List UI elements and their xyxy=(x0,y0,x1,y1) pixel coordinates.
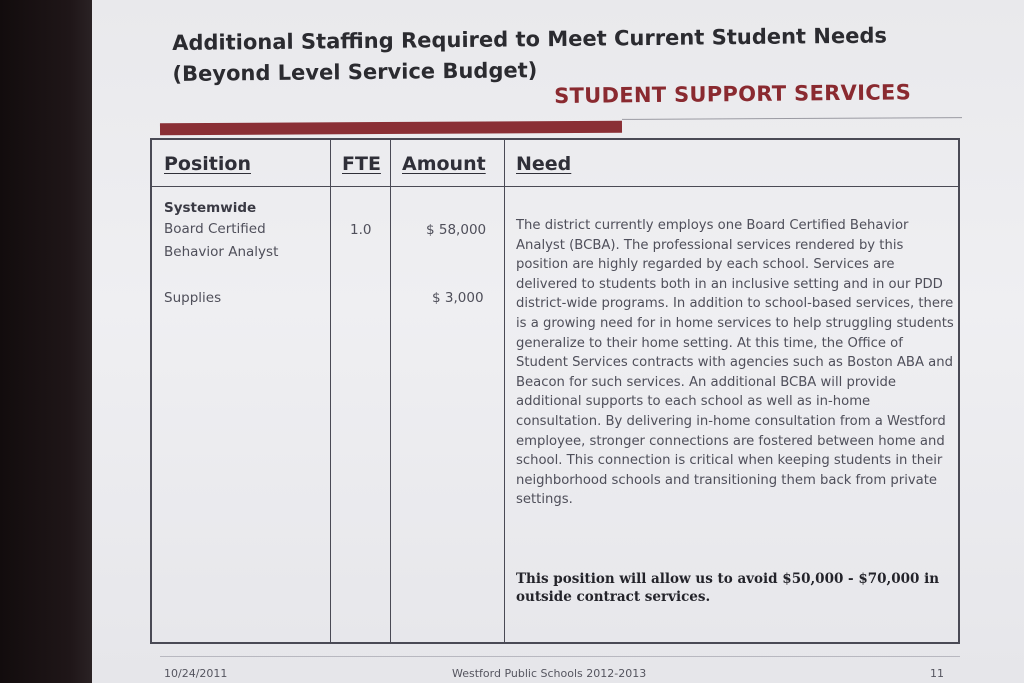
slide-title xyxy=(172,21,887,90)
header-amount: Amount xyxy=(402,153,486,175)
footer-divider xyxy=(160,656,960,657)
need-summary: This position will allow us to avoid $50,000 - $70,000 in outside contract services. xyxy=(516,571,940,605)
staffing-table xyxy=(150,138,960,644)
column-divider xyxy=(504,140,505,642)
group-label: Systemwide xyxy=(164,200,257,216)
header-fte: FTE xyxy=(342,153,381,175)
title-line-2: (Beyond Level Service Budget) xyxy=(172,58,538,86)
slide xyxy=(92,0,1024,683)
footer-org: Westford Public Schools 2012-2013 xyxy=(452,667,647,680)
position-cell: Board Certified Behavior Analyst xyxy=(164,221,279,260)
footer-date: 10/24/2011 xyxy=(164,667,228,680)
header-need: Need xyxy=(516,153,572,175)
page-number: 11 xyxy=(930,667,944,680)
position-cell: Supplies xyxy=(164,290,222,306)
header-position: Position xyxy=(164,153,251,175)
title-line-1: Additional Staffing Required to Meet Current Student Needs xyxy=(172,23,888,55)
need-description: The district currently employs one Board Certified Behavior Analyst (BCBA). The professional services rendered by this position are highly regarded by each school. Services are delivered to students both in an inclusive setting and in our PDD district-wide programs. In addition to school-based services, there is a growing need for in home services to help struggling students generalize to their home setting. At this time, the Office of Student Services contracts with agencies such as Boston ABA and Beacon for such services. An additional BCBA will provide additional supports to each school as well as in-home consultation. By delivering in-home consultation from a Westford employee, stronger connections are fostered between home and school. This connection is critical when keeping students in their neighborhood schools and transitioning them back from private settings. xyxy=(516,218,954,508)
section-label: STUDENT SUPPORT SERVICES xyxy=(554,80,912,108)
amount-cell: $ 3,000 xyxy=(432,290,484,306)
fte-cell: 1.0 xyxy=(350,222,372,238)
header-divider xyxy=(152,186,958,187)
amount-cell: $ 58,000 xyxy=(426,222,487,238)
accent-rule xyxy=(160,121,622,135)
column-divider xyxy=(390,140,391,642)
column-divider xyxy=(330,140,331,642)
divider-rule xyxy=(622,117,962,120)
